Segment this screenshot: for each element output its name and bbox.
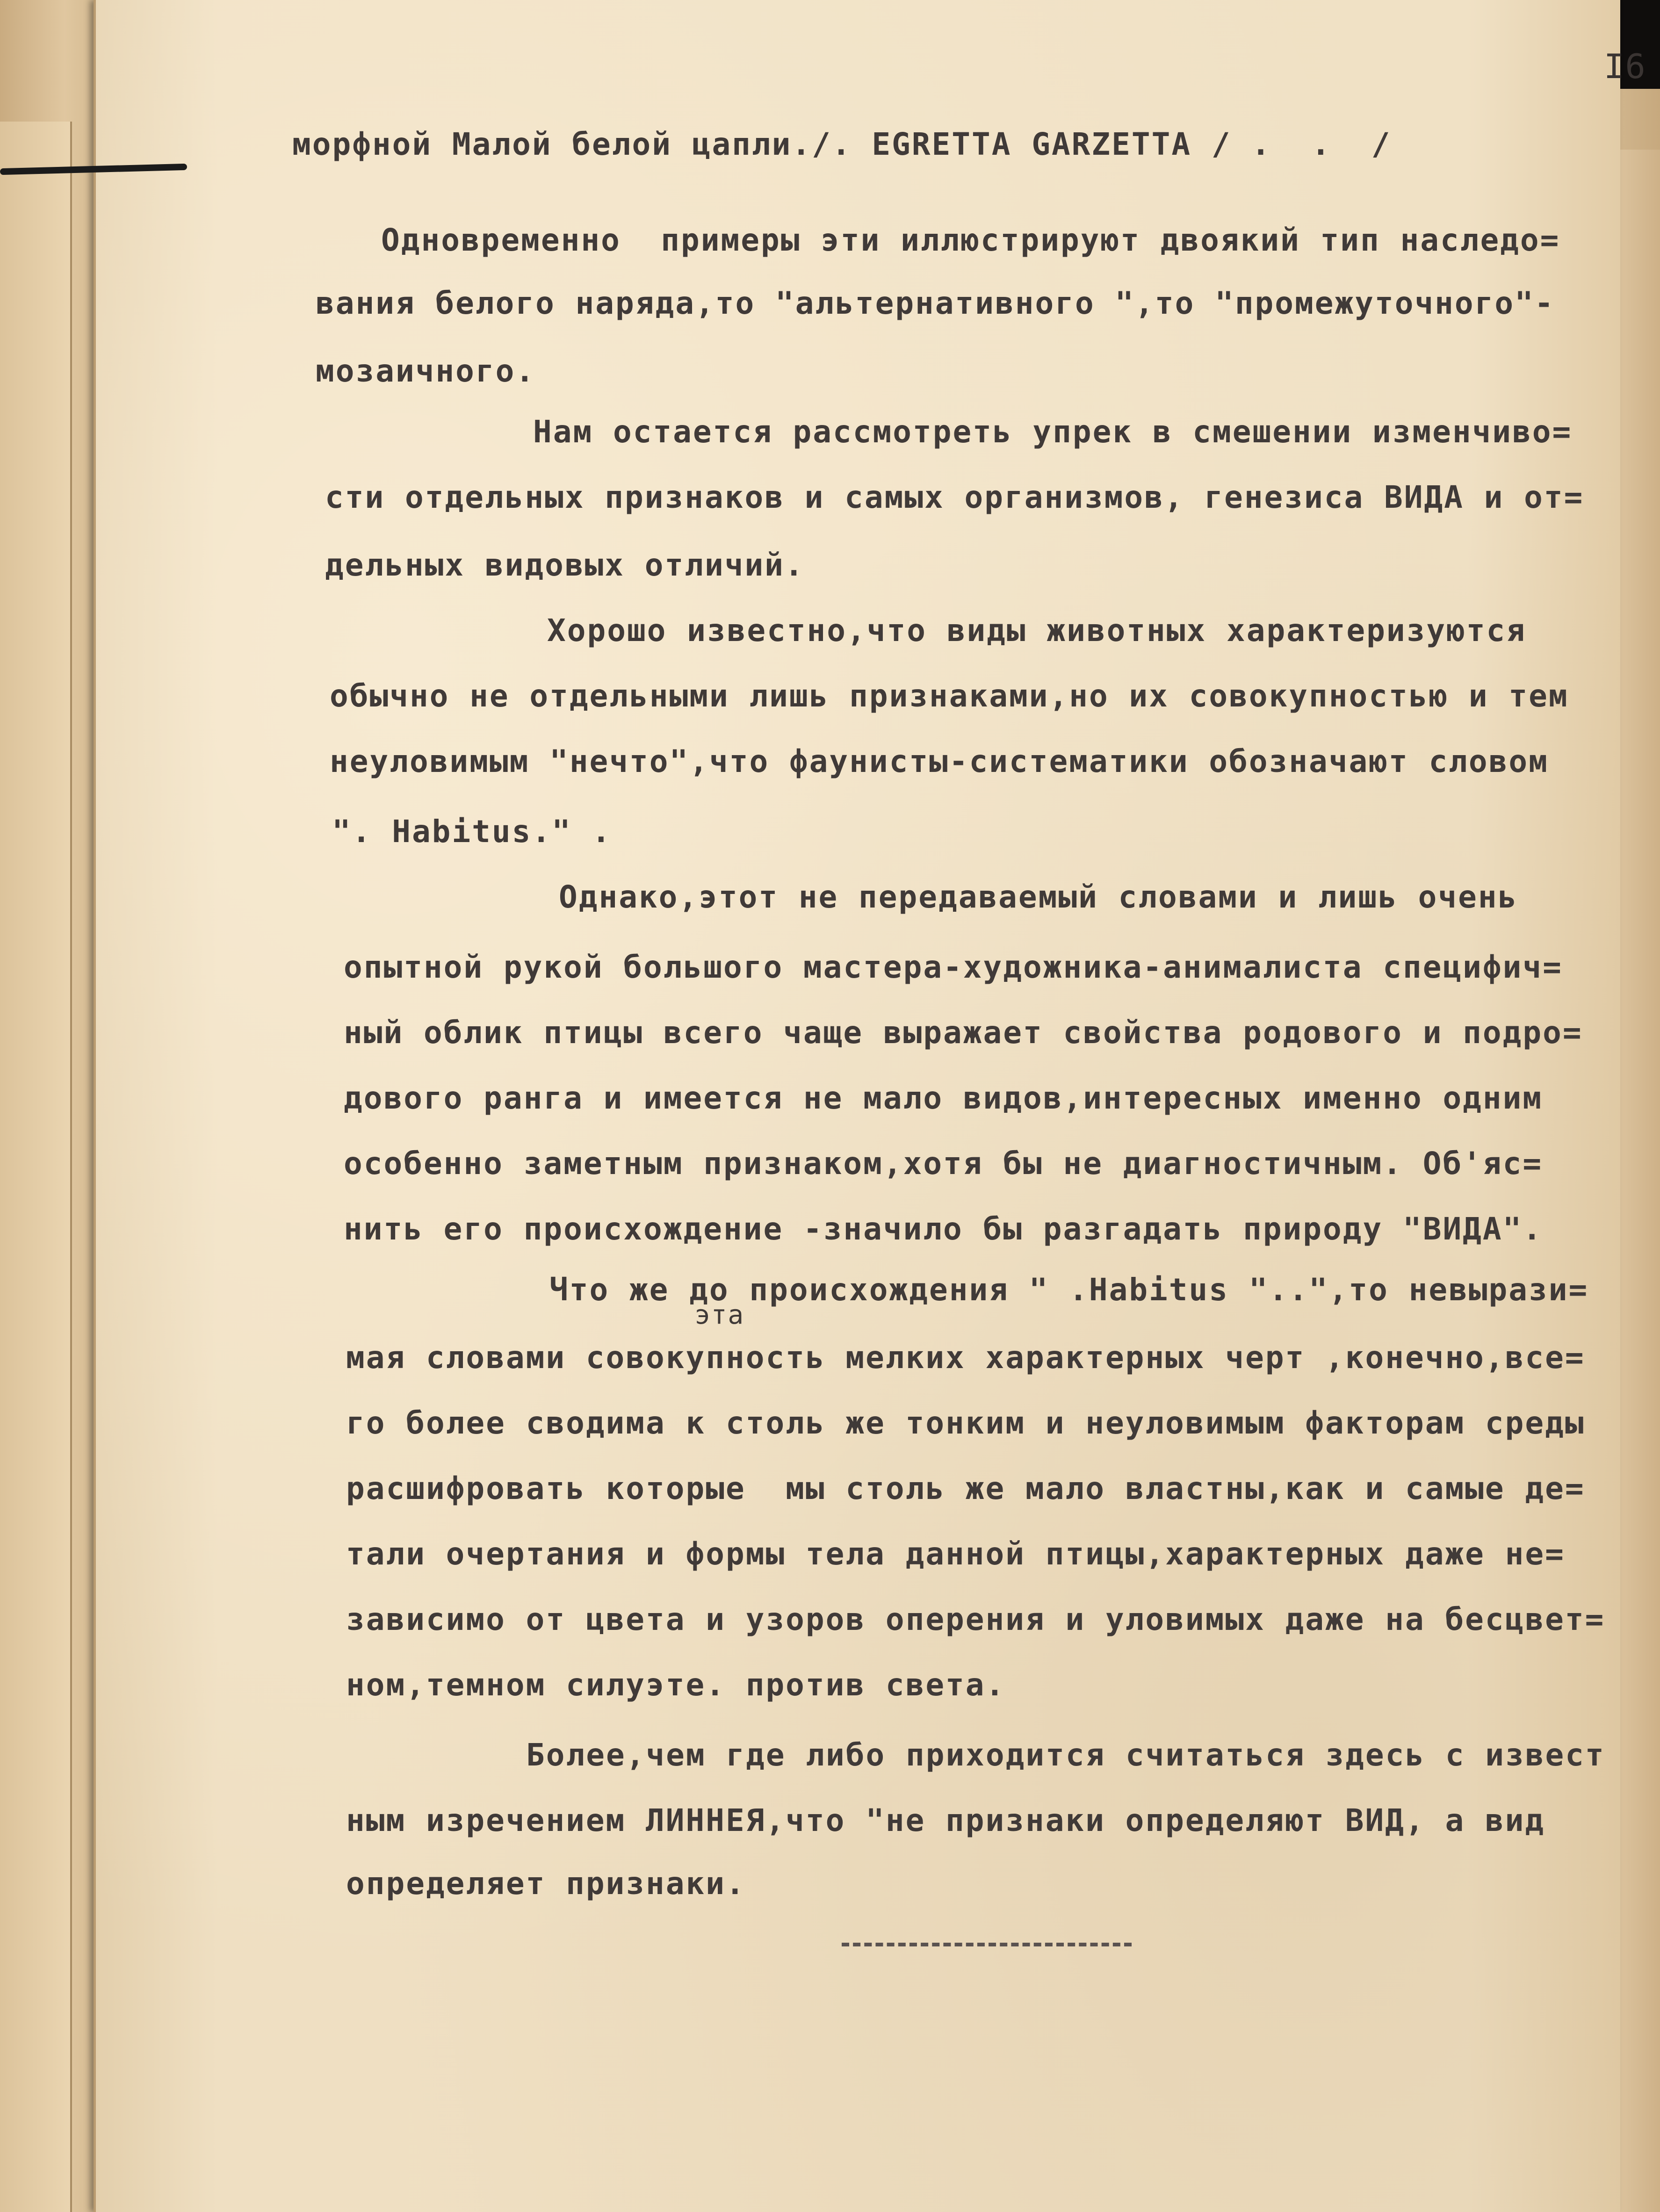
handwritten-insert: эта xyxy=(694,1300,745,1330)
text-line: мозаичного. xyxy=(316,353,536,389)
text-line: ". Habitus." . xyxy=(332,814,612,850)
text-line: нить его происхождение -значило бы разгадать природу "ВИДА". xyxy=(344,1211,1543,1247)
text-line: Нам остается рассмотреть упрек в смешении изменчиво= xyxy=(533,414,1573,450)
text-line: дового ранга и имеется не мало видов,интересных именно одним xyxy=(344,1080,1543,1116)
text-line: определяет признаки. xyxy=(346,1866,746,1902)
text-line: неуловимым "нечто",что фаунисты-систематики обозначают словом xyxy=(330,743,1549,779)
text-line: особенно заметным признаком,хотя бы не диагностичным. Об'яс= xyxy=(344,1146,1543,1182)
text-line: мая словами совокупность мелких характерных черт ,конечно,все= xyxy=(346,1340,1585,1376)
text-line: Одновременно примеры эти иллюстрируют двоякий тип наследо= xyxy=(381,222,1560,258)
text-line: вания белого наряда,то "альтернативного ",то "промежуточного"- xyxy=(316,285,1555,321)
text-line: Что же до происхождения " .Habitus "..",то невырази= xyxy=(549,1272,1589,1308)
text-line: расшифровать которые мы столь же мало властны,как и самые де= xyxy=(346,1470,1585,1506)
closing-dash-rule xyxy=(842,1943,1132,1951)
text-line: зависимо от цвета и узоров оперения и уловимых даже на бесцвет= xyxy=(346,1601,1605,1637)
text-line: Однако,этот не передаваемый словами и лишь очень xyxy=(559,879,1518,915)
text-line: дельных видовых отличий. xyxy=(325,547,805,583)
text-line: тали очертания и формы тела данной птицы,характерных даже не= xyxy=(346,1536,1565,1572)
text-line: Хорошо известно,что виды животных характеризуются xyxy=(547,612,1527,648)
text-line: го более сводима к столь же тонким и неуловимым факторам среды xyxy=(346,1405,1585,1441)
page-number: I6 xyxy=(1604,47,1646,86)
text-line: Более,чем где либо приходится считаться здесь с извест xyxy=(526,1737,1605,1773)
text-line: ном,темном силуэте. против света. xyxy=(346,1667,1006,1703)
typewritten-page xyxy=(94,0,1646,2212)
text-line: морфной Малой белой цапли./. EGRETTA GARZETTA / . . / xyxy=(292,126,1392,162)
text-line: сти отдельных признаков и самых организмов, генезиса ВИДА и от= xyxy=(325,479,1584,515)
text-line: опытной рукой большого мастера-художника-анималиста специфич= xyxy=(344,949,1563,985)
underlying-page-left-inner xyxy=(0,122,72,2212)
text-line: обычно не отдельными лишь признаками,но их совокупностью и тем xyxy=(330,678,1569,714)
text-line: ным изречением ЛИННЕЯ,что "не признаки определяют ВИД, а вид xyxy=(346,1802,1545,1838)
text-line: ный облик птицы всего чаще выражает свойства родового и подро= xyxy=(344,1015,1583,1051)
